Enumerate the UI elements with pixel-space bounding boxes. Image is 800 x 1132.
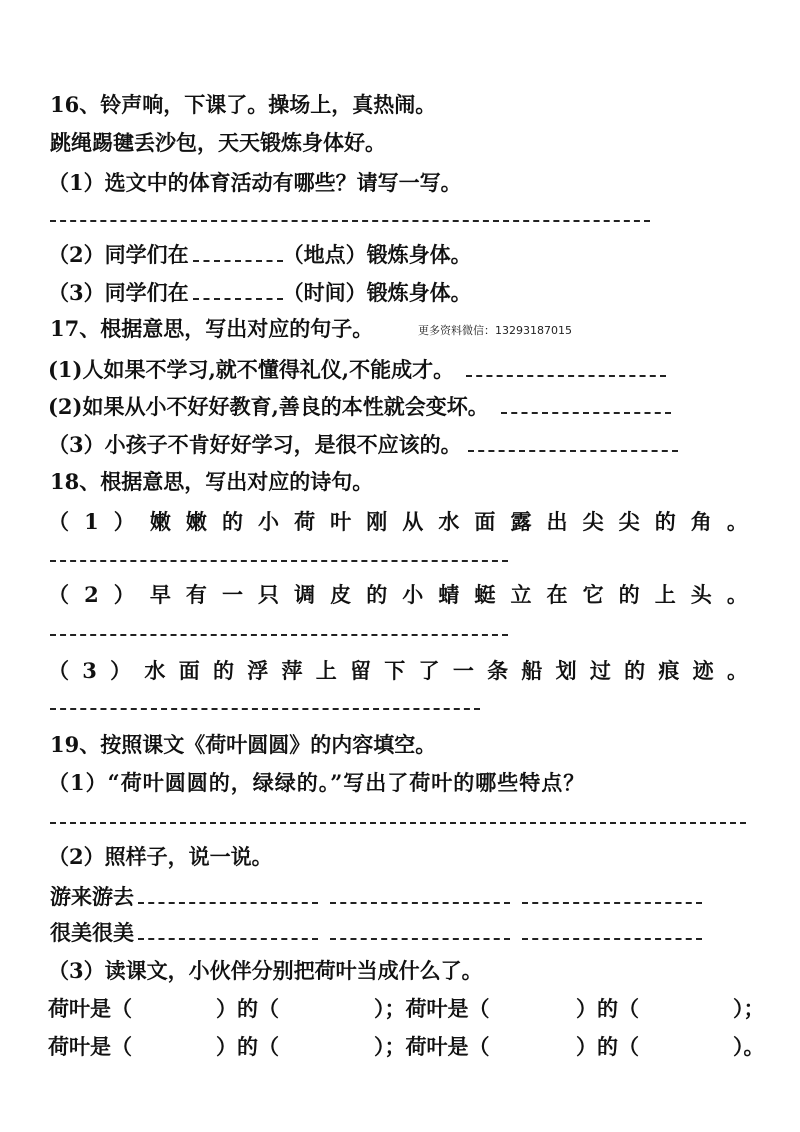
q18-s2-char: ） — [113, 582, 135, 607]
q16-sub2-suffix: （地点）锻炼身体。 — [282, 242, 472, 267]
q18-s3-char: 迹 — [692, 658, 714, 683]
q19-ex1-blank-2[interactable] — [330, 901, 510, 904]
q18-s1-char: 露 — [510, 509, 532, 534]
fill-row2-part3: ）；荷叶是（ — [374, 1034, 490, 1059]
q18-s1-char: 叶 — [330, 509, 352, 534]
q18-s1-char: 的 — [221, 509, 243, 534]
fill-row1-part1: 荷叶是（ — [48, 996, 132, 1021]
q18-s3-char: 上 — [315, 658, 337, 683]
q19-example-1-text: 游来游去 — [50, 884, 134, 909]
q18-s2-char: 调 — [294, 582, 316, 607]
q19-answer-line-1[interactable] — [50, 822, 746, 824]
fill-row2-part2: ）的（ — [216, 1034, 279, 1059]
q16-sub1: （1）选文中的体育活动有哪些？请写一写。 — [48, 170, 462, 195]
q18-s3-char: 痕 — [658, 658, 680, 683]
q18-s1-char: 刚 — [366, 509, 388, 534]
q18-s3-char: 下 — [384, 658, 406, 683]
q18-s2-char: 在 — [546, 582, 568, 607]
q16-time-blank[interactable] — [193, 297, 283, 300]
q18-answer-line-3[interactable] — [50, 708, 480, 710]
q18-s1-char: 荷 — [294, 509, 316, 534]
q17-sub3-text: （3）小孩子不肯好好学习，是很不应该的。 — [48, 432, 462, 457]
q18-s3-char: 划 — [555, 658, 577, 683]
q17-answer-blank-1[interactable] — [466, 374, 666, 377]
q18-s3-char: 。 — [726, 658, 748, 683]
fill-row2-part1: 荷叶是（ — [48, 1034, 132, 1059]
q18-s1-char: 1 — [84, 509, 99, 534]
q17-sub1 — [48, 355, 666, 385]
q18-s2-char: 上 — [654, 582, 676, 607]
q19-example-2-text: 很美很美 — [50, 920, 134, 945]
q18-s1-char: 嫩 — [185, 509, 207, 534]
q18-s1-char: 尖 — [618, 509, 640, 534]
q17-answer-blank-3[interactable] — [468, 449, 678, 452]
q19-example-2 — [50, 918, 702, 948]
q18-s3-char: 萍 — [281, 658, 303, 683]
q18-s2-char: 蜻 — [438, 582, 460, 607]
q18-s2-char: （ — [48, 582, 69, 607]
q18-s3-char: 3 — [82, 658, 97, 683]
q18-s1-char: （ — [48, 509, 69, 534]
q16-place-blank[interactable] — [193, 259, 283, 262]
q16-sub3-prefix: （3）同学们在 — [48, 280, 189, 305]
fill-row2-end: ）。 — [733, 1034, 765, 1059]
q18-s2-char: 。 — [726, 582, 748, 607]
q18-s3-char: （ — [48, 658, 69, 683]
q17-sub2-text: (2)如果从小不好好教育,善良的本性就会变坏。 — [48, 394, 489, 419]
q18-s1-char: 面 — [474, 509, 496, 534]
q17-sub3 — [48, 430, 678, 460]
fill-row1-end: ）； — [733, 996, 765, 1021]
q18-s1-char: 的 — [654, 509, 676, 534]
q19-ex1-blank-3[interactable] — [522, 901, 702, 904]
q17-sub2 — [48, 392, 671, 422]
q16-sub3-suffix: （时间）锻炼身体。 — [282, 280, 472, 305]
q18-s1-char: 小 — [258, 509, 279, 534]
q18-s1-char: 角 — [690, 509, 712, 534]
q19-ex2-blank-1[interactable] — [138, 937, 318, 940]
q18-s3-char: 的 — [624, 658, 646, 683]
q18-s3-char: 一 — [452, 658, 474, 683]
q18-s2-char: 一 — [221, 582, 243, 607]
q18-s2-char: 的 — [618, 582, 640, 607]
q18-s2-char: 早 — [149, 582, 171, 607]
q17-sub1-text: (1)人如果不学习,就不懂得礼仪,不能成才。 — [48, 357, 455, 382]
contact-note: 更多资料微信：13293187015 — [418, 324, 572, 337]
fill-row2-part4: ）的（ — [576, 1034, 639, 1059]
q19-ex2-blank-3[interactable] — [522, 937, 702, 940]
q18-s1-char: 水 — [438, 509, 460, 534]
q18-answer-line-2[interactable] — [50, 634, 508, 636]
q16-answer-line-1[interactable] — [50, 220, 650, 222]
q18-s3-char: 条 — [487, 658, 509, 683]
q18-s2-char: 皮 — [330, 582, 352, 607]
q18-s3-char: 面 — [178, 658, 200, 683]
q18-s3-char: 浮 — [247, 658, 269, 683]
q17-answer-blank-2[interactable] — [501, 411, 671, 414]
q18-sub2 — [48, 580, 748, 610]
q18-s3-char: 留 — [350, 658, 372, 683]
q16-poem: 跳绳踢毽丢沙包，天天锻炼身体好。 — [50, 130, 386, 155]
q19-ex2-blank-2[interactable] — [330, 937, 510, 940]
q19-title: 19、按照课文《荷叶圆圆》的内容填空。 — [50, 732, 437, 757]
q18-s2-char: 的 — [366, 582, 388, 607]
q18-s3-char: ） — [110, 658, 132, 683]
fill-row1-part4: ）的（ — [576, 996, 639, 1021]
fill-row1-part2: ）的（ — [216, 996, 279, 1021]
q19-sub3: （3）读课文，小伙伴分别把荷叶当成什么了。 — [48, 958, 483, 983]
q18-title: 18、根据意思，写出对应的诗句。 — [50, 469, 374, 494]
q19-sub2: （2）照样子，说一说。 — [48, 844, 273, 869]
q18-s3-char: 船 — [521, 658, 543, 683]
q16-sub2 — [48, 240, 472, 270]
q18-s2-char: 头 — [690, 582, 712, 607]
q18-s2-char: 有 — [185, 582, 207, 607]
q18-s1-char: 出 — [546, 509, 568, 534]
q18-s1-char: 。 — [726, 509, 748, 534]
q19-ex1-blank-1[interactable] — [138, 901, 318, 904]
q18-s3-char: 了 — [418, 658, 440, 683]
q16-sub3 — [48, 278, 472, 308]
q18-s2-char: 蜓 — [474, 582, 496, 607]
q18-s2-char: 只 — [258, 582, 279, 607]
q18-s1-char: ） — [113, 509, 135, 534]
q18-s2-char: 立 — [510, 582, 532, 607]
q18-s2-char: 2 — [84, 582, 99, 607]
q18-sub3 — [48, 656, 748, 686]
q19-sub1: （1）“荷叶圆圆的，绿绿的。”写出了荷叶的哪些特点？ — [48, 770, 586, 795]
q18-s2-char: 它 — [582, 582, 604, 607]
q18-s1-char: 嫩 — [149, 509, 171, 534]
q18-answer-line-1[interactable] — [50, 560, 508, 562]
q19-example-1 — [50, 882, 702, 912]
q16-title: 16、铃声响，下课了。操场上，真热闹。 — [50, 92, 437, 117]
q18-s3-char: 过 — [589, 658, 611, 683]
q17-title: 17、根据意思，写出对应的句子。 — [50, 316, 374, 341]
q18-s2-char: 小 — [402, 582, 424, 607]
q18-sub1 — [48, 507, 748, 537]
q18-s1-char: 从 — [402, 509, 424, 534]
q18-s3-char: 的 — [212, 658, 234, 683]
q18-s3-char: 水 — [144, 658, 166, 683]
fill-row1-part3: ）；荷叶是（ — [374, 996, 490, 1021]
q18-s1-char: 尖 — [582, 509, 604, 534]
q16-sub2-prefix: （2）同学们在 — [48, 242, 189, 267]
